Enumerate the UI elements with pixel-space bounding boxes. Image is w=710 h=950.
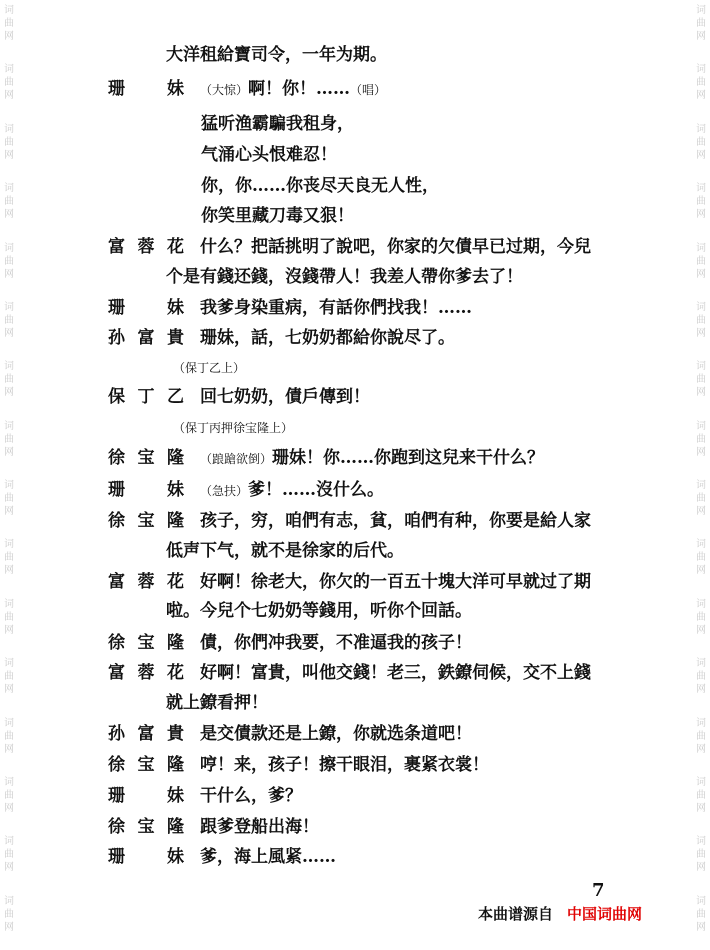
dialogue-line: [166, 600, 472, 622]
watermark-char: 曲: [696, 255, 706, 267]
inline-stage-direction: （急扶）: [200, 484, 249, 498]
watermark-char: 词: [4, 361, 14, 373]
watermark-char: 网: [4, 565, 14, 577]
stage-direction: （保丁乙上）: [173, 361, 246, 375]
dialogue-line: [200, 479, 384, 502]
footer-credit: [478, 903, 642, 924]
watermark-char: 词: [696, 539, 706, 551]
watermark-char: 网: [696, 802, 706, 814]
dialogue-line: [200, 846, 336, 868]
watermark-char: 词: [4, 5, 14, 16]
watermark-char: 曲: [4, 611, 14, 623]
dialogue-text: 我爹身染重病，有話你們找我！……: [200, 298, 472, 318]
inline-stage-direction: （踉蹌欲倒）: [200, 452, 273, 466]
watermark-char: 词: [696, 301, 706, 313]
watermark-char: 曲: [4, 433, 14, 445]
watermark-char: 网: [4, 624, 14, 636]
watermark-char: 词: [4, 183, 14, 195]
dialogue-text: 好啊！徐老大，你欠的一百五十塊大洋可早就过了期: [200, 572, 591, 592]
watermark-char: 词: [696, 361, 706, 373]
watermark-char: 曲: [4, 789, 14, 801]
speaker-name: 徐 宝 隆: [108, 633, 184, 653]
watermark-char: 曲: [696, 18, 706, 29]
watermark-char: 曲: [696, 730, 706, 742]
watermark-char: 曲: [4, 77, 14, 89]
dialogue-text: 气涌心头恨难忍！: [201, 145, 337, 165]
watermark-unit: [696, 178, 706, 237]
watermark-char: 词: [4, 658, 14, 670]
watermark-unit: [4, 475, 14, 534]
watermark-char: 词: [4, 776, 14, 788]
dialogue-line: [166, 540, 404, 562]
watermark-char: 网: [4, 446, 14, 458]
watermark-char: 网: [4, 149, 14, 161]
watermark-char: 曲: [696, 196, 706, 208]
dialogue-text: 个是有錢还錢，沒錢帶人！我差人帶你爹去了！: [166, 267, 523, 287]
dialogue-line: [201, 144, 337, 166]
watermark-char: 词: [696, 717, 706, 729]
watermark-char: 网: [4, 209, 14, 221]
speaker-name: 珊 妹: [108, 480, 184, 500]
watermark-char: 网: [696, 387, 706, 399]
dialogue-text: 好啊！富貴，叫他交錢！老三，鉄鐐伺候，交不上錢: [200, 663, 591, 683]
watermark-unit: [696, 713, 706, 772]
watermark-unit: [696, 594, 706, 653]
watermark-char: 词: [4, 123, 14, 135]
watermark-char: 网: [696, 209, 706, 221]
dialogue-text: 債，你們冲我要，不准逼我的孩子！: [200, 633, 472, 653]
watermark-char: 词: [696, 480, 706, 491]
watermark-char: 曲: [4, 552, 14, 564]
dialogue-text: 大洋租給寶司令，一年为期。: [166, 45, 387, 65]
watermark-char: 词: [696, 123, 706, 135]
speaker-name: 孙 富 貴: [108, 328, 184, 348]
watermark-unit: [696, 891, 706, 950]
dialogue-line: [200, 78, 386, 101]
watermark-char: 网: [696, 862, 706, 874]
watermark-unit: [4, 416, 14, 475]
watermark-char: 词: [696, 836, 706, 848]
watermark-char: 网: [696, 149, 706, 161]
speaker-name: 徐 宝 隆: [108, 448, 184, 468]
dialogue-text: 什么？把話挑明了說吧，你家的欠債早已过期，今兒: [200, 237, 591, 257]
dialogue-text: 珊妹，話，七奶奶都給你說尽了。: [200, 328, 455, 348]
watermark-right: [694, 0, 708, 950]
watermark-unit: [4, 653, 14, 712]
watermark-unit: [696, 534, 706, 593]
watermark-char: 网: [4, 268, 14, 280]
watermark-unit: [696, 831, 706, 890]
dialogue-text: 跟爹登船出海！: [200, 817, 319, 837]
watermark-char: 词: [4, 64, 14, 76]
watermark-unit: [4, 119, 14, 178]
speaker-name: 珊 妹: [108, 847, 184, 867]
watermark-char: 词: [4, 836, 14, 848]
watermark-left: [2, 0, 16, 950]
watermark-unit: [696, 297, 706, 356]
watermark-char: 网: [4, 921, 14, 933]
watermark-char: 网: [696, 624, 706, 636]
dialogue-text: 干什么，爹？: [200, 786, 302, 806]
dialogue-text: 哼！来，孩子！擦干眼泪，裹紧衣裳！: [200, 755, 489, 775]
footer-source-label: 本曲谱源自: [478, 905, 554, 923]
speaker-name: 徐 宝 隆: [108, 511, 184, 531]
watermark-char: 曲: [4, 196, 14, 208]
watermark-char: 曲: [4, 908, 14, 920]
speaker-name: 徐 宝 隆: [108, 817, 184, 837]
watermark-unit: [696, 356, 706, 415]
watermark-char: 网: [696, 506, 706, 517]
dialogue-text: 就上鐐看押！: [166, 693, 268, 713]
watermark-char: 网: [4, 506, 14, 517]
watermark-char: 曲: [4, 255, 14, 267]
dialogue-text: 猛听渔霸騙我租身，: [201, 114, 354, 134]
speaker-name: 富 蓉 花: [108, 663, 184, 683]
watermark-char: 词: [4, 598, 14, 610]
dialogue-text: 你，你……你丧尽天良无人性，: [201, 176, 439, 196]
dialogue-line: [200, 785, 302, 807]
dialogue-line: [166, 692, 268, 714]
dialogue-line: [200, 236, 591, 258]
watermark-char: 网: [696, 684, 706, 696]
watermark-char: 词: [696, 183, 706, 195]
watermark-char: 网: [696, 921, 706, 933]
watermark-unit: [4, 713, 14, 772]
watermark-char: 词: [4, 420, 14, 432]
watermark-char: 曲: [696, 433, 706, 445]
watermark-char: 网: [696, 565, 706, 577]
watermark-char: 词: [4, 301, 14, 313]
page-number: 7: [592, 880, 605, 901]
watermark-char: 词: [4, 539, 14, 551]
watermark-unit: [4, 772, 14, 831]
watermark-unit: [4, 534, 14, 593]
speaker-name: 孙 富 貴: [108, 724, 184, 744]
watermark-char: 曲: [696, 611, 706, 623]
watermark-char: 网: [696, 90, 706, 102]
stage-direction: （保丁丙押徐宝隆上）: [173, 421, 294, 435]
watermark-char: 词: [4, 242, 14, 254]
watermark-unit: [696, 772, 706, 831]
dialogue-line: [166, 266, 523, 288]
watermark-char: 曲: [4, 18, 14, 29]
dialogue-line: [200, 754, 489, 776]
watermark-char: 曲: [696, 671, 706, 683]
watermark-char: 曲: [696, 314, 706, 326]
speaker-name: 珊 妹: [108, 79, 184, 99]
watermark-char: 曲: [696, 374, 706, 386]
dialogue-text: 珊妹！你……你跑到这兒来干什么？: [272, 448, 545, 468]
dialogue-text: 低声下气，就不是徐家的后代。: [166, 541, 404, 561]
watermark-char: 词: [696, 5, 706, 16]
watermark-char: 曲: [4, 671, 14, 683]
watermark-char: 曲: [696, 552, 706, 564]
dialogue-text: 爹，海上風紧……: [200, 847, 336, 867]
speaker-name: 富 蓉 花: [108, 572, 184, 592]
dialogue-line: [200, 571, 591, 593]
watermark-char: 词: [4, 717, 14, 729]
dialogue-text: 啊！你！……: [248, 79, 351, 99]
watermark-unit: [696, 0, 706, 59]
watermark-unit: [696, 59, 706, 118]
dialogue-line: [200, 327, 455, 349]
watermark-char: 网: [4, 684, 14, 696]
watermark-unit: [4, 297, 14, 356]
speaker-name: 徐 宝 隆: [108, 755, 184, 775]
watermark-char: 词: [696, 598, 706, 610]
dialogue-text: 你笑里藏刀毒又狠！: [201, 206, 354, 226]
watermark-char: 曲: [696, 908, 706, 920]
dialogue-text: 爹！……沒什么。: [248, 480, 385, 500]
speaker-name: 富 蓉 花: [108, 237, 184, 257]
watermark-char: 曲: [4, 314, 14, 326]
watermark-char: 曲: [4, 374, 14, 386]
speaker-name: 珊 妹: [108, 298, 184, 318]
watermark-char: 曲: [696, 849, 706, 861]
dialogue-line: [200, 386, 370, 408]
watermark-char: 词: [696, 420, 706, 432]
dialogue-text: 是交債款还是上鐐，你就选条道吧！: [200, 724, 472, 744]
watermark-unit: [4, 178, 14, 237]
dialogue-line: [200, 662, 591, 684]
inline-stage-direction: （大惊）: [200, 83, 249, 97]
dialogue-line: [200, 632, 472, 654]
dialogue-text: 啦。今兒个七奶奶等錢用，听你个回話。: [166, 601, 472, 621]
dialogue-text: 回七奶奶，債戶傳到！: [200, 387, 370, 407]
watermark-unit: [696, 119, 706, 178]
watermark-char: 网: [4, 802, 14, 814]
watermark-char: 网: [4, 862, 14, 874]
watermark-unit: [4, 356, 14, 415]
inline-stage-direction: （唱）: [350, 83, 387, 97]
dialogue-line: [200, 510, 591, 532]
watermark-unit: [4, 0, 14, 59]
watermark-char: 词: [696, 658, 706, 670]
watermark-unit: [696, 475, 706, 534]
watermark-unit: [4, 831, 14, 890]
watermark-char: 网: [4, 327, 14, 339]
watermark-unit: [4, 891, 14, 950]
footer-site-name[interactable]: 中国词曲网: [567, 905, 643, 923]
watermark-char: 网: [696, 743, 706, 755]
watermark-unit: [696, 653, 706, 712]
dialogue-line: [201, 113, 354, 135]
watermark-char: 词: [696, 64, 706, 76]
watermark-char: 词: [696, 242, 706, 254]
dialogue-line: [201, 205, 354, 227]
watermark-char: 曲: [4, 136, 14, 148]
watermark-char: 词: [696, 895, 706, 907]
watermark-char: 曲: [4, 849, 14, 861]
watermark-unit: [4, 59, 14, 118]
speaker-name: 珊 妹: [108, 786, 184, 806]
dialogue-text: 孩子，穷，咱們有志，貧，咱們有种，你要是給人家: [200, 511, 591, 531]
watermark-char: 曲: [696, 136, 706, 148]
watermark-char: 词: [4, 895, 14, 907]
watermark-char: 曲: [4, 493, 14, 504]
watermark-unit: [696, 238, 706, 297]
watermark-char: 网: [4, 387, 14, 399]
dialogue-line: [200, 723, 472, 745]
watermark-char: 词: [4, 480, 14, 491]
watermark-char: 网: [696, 327, 706, 339]
watermark-char: 网: [696, 268, 706, 280]
watermark-char: 网: [696, 446, 706, 458]
dialogue-line: [200, 447, 544, 470]
watermark-char: 网: [696, 31, 706, 42]
watermark-char: 网: [4, 90, 14, 102]
dialogue-line: [201, 175, 439, 197]
watermark-unit: [4, 238, 14, 297]
dialogue-line: [200, 816, 319, 838]
dialogue-line: [166, 44, 387, 66]
dialogue-line: [200, 297, 472, 319]
watermark-unit: [4, 594, 14, 653]
watermark-char: 曲: [696, 77, 706, 89]
watermark-char: 曲: [4, 730, 14, 742]
watermark-unit: [696, 416, 706, 475]
speaker-name: 保 丁 乙: [108, 387, 184, 407]
watermark-char: 网: [4, 31, 14, 42]
watermark-char: 曲: [696, 789, 706, 801]
watermark-char: 网: [4, 743, 14, 755]
watermark-char: 词: [696, 776, 706, 788]
watermark-char: 曲: [696, 493, 706, 504]
